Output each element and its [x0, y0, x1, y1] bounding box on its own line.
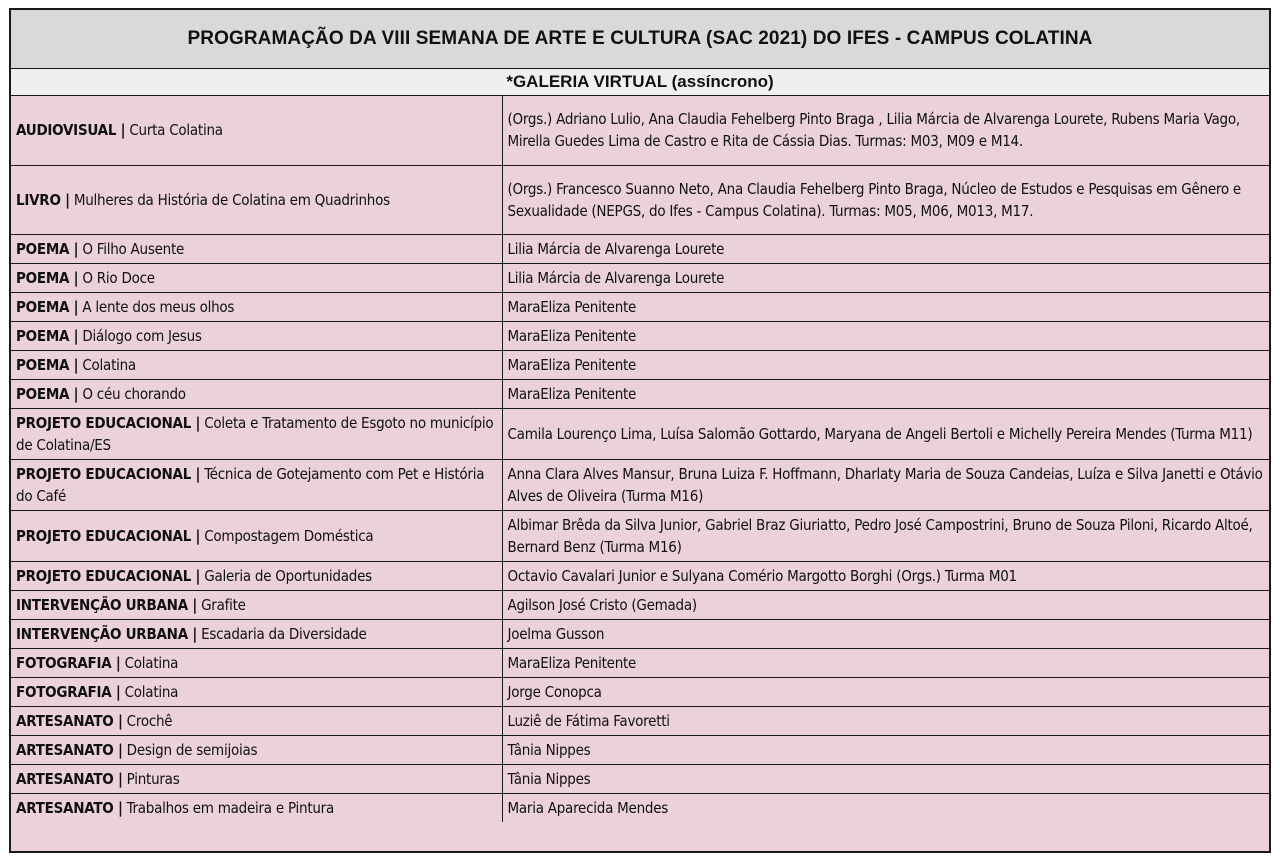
activity-cell — [11, 510, 502, 561]
table-row — [11, 379, 1269, 408]
activity-title: A lente dos meus olhos — [78, 297, 235, 316]
activity-title: Escadaria da Diversidade — [197, 624, 367, 643]
activity-category: PROJETO EDUCACIONAL | — [16, 566, 201, 585]
authors-cell: Anna Clara Alves Mansur, Bruna Luiza F. Hoffmann, Dharlaty Maria de Souza Candeias, Luíza e Silva Janetti e Otávio Alves de Oliveira (Turma M16) — [502, 459, 1269, 510]
activity-title: Grafite — [197, 595, 246, 614]
authors-cell: Joelma Gusson — [502, 619, 1269, 648]
table-row — [11, 561, 1269, 590]
activity-category: ARTESANATO | — [16, 740, 123, 759]
table-row — [11, 321, 1269, 350]
authors-cell: Tânia Nippes — [502, 735, 1269, 764]
table-row — [11, 459, 1269, 510]
authors-cell: Octavio Cavalari Junior e Sulyana Comério Margotto Borghi (Orgs.) Turma M01 — [502, 561, 1269, 590]
table-row — [11, 234, 1269, 263]
activity-category: POEMA | — [16, 384, 79, 403]
activity-cell — [11, 459, 502, 510]
activity-cell — [11, 234, 502, 263]
activity-cell — [11, 590, 502, 619]
activity-title: Técnica de Gotejamento com Pet e História do Café — [16, 464, 485, 505]
activity-title: Design de semijoias — [122, 740, 258, 759]
activity-cell — [11, 96, 502, 165]
activity-title: Compostagem Doméstica — [200, 526, 374, 545]
activity-category: PROJETO EDUCACIONAL | — [16, 413, 201, 432]
activity-title: O céu chorando — [78, 384, 186, 403]
activity-title: Curta Colatina — [125, 121, 223, 140]
table-row — [11, 292, 1269, 321]
activity-title: Trabalhos em madeira e Pintura — [122, 798, 334, 817]
activity-title: Mulheres da História de Colatina em Quadrinhos — [69, 190, 390, 209]
page-title: PROGRAMAÇÃO DA VIII SEMANA DE ARTE E CULTURA (SAC 2021) DO IFES - CAMPUS COLATINA — [11, 10, 1269, 69]
activity-cell — [11, 561, 502, 590]
table-row — [11, 735, 1269, 764]
table-row — [11, 96, 1269, 165]
activity-category: PROJETO EDUCACIONAL | — [16, 526, 201, 545]
authors-cell: Maria Aparecida Mendes — [502, 793, 1269, 822]
activity-category: POEMA | — [16, 239, 79, 258]
activity-cell — [11, 321, 502, 350]
activity-category: POEMA | — [16, 297, 79, 316]
activity-category: FOTOGRAFIA | — [16, 682, 121, 701]
table-row — [11, 263, 1269, 292]
authors-cell: Lilia Márcia de Alvarenga Lourete — [502, 263, 1269, 292]
table-row — [11, 764, 1269, 793]
activity-cell — [11, 735, 502, 764]
activity-cell — [11, 764, 502, 793]
schedule-table — [9, 8, 1271, 853]
authors-cell: Camila Lourenço Lima, Luísa Salomão Gottardo, Maryana de Angeli Bertoli e Michelly Pereira Mendes (Turma M11) — [502, 408, 1269, 459]
activity-cell — [11, 292, 502, 321]
table-row — [11, 510, 1269, 561]
table-row — [11, 408, 1269, 459]
activity-category: INTERVENÇÃO URBANA | — [16, 624, 198, 643]
authors-cell: MaraEliza Penitente — [502, 648, 1269, 677]
schedule-rows — [11, 96, 1269, 822]
activity-category: POEMA | — [16, 326, 79, 345]
activity-cell — [11, 408, 502, 459]
activity-title: Colatina — [120, 653, 179, 672]
activity-cell — [11, 706, 502, 735]
table-row — [11, 648, 1269, 677]
table-row — [11, 590, 1269, 619]
authors-cell: Albimar Brêda da Silva Junior, Gabriel Braz Giuriatto, Pedro José Campostrini, Bruno de Souza Piloni, Ricardo Altoé, Bernard Benz (Turma M16) — [502, 510, 1269, 561]
table-row — [11, 165, 1269, 234]
activity-category: ARTESANATO | — [16, 711, 123, 730]
authors-cell: Agilson José Cristo (Gemada) — [502, 590, 1269, 619]
activity-cell — [11, 793, 502, 822]
activity-cell — [11, 677, 502, 706]
authors-cell: MaraEliza Penitente — [502, 321, 1269, 350]
activity-category: POEMA | — [16, 268, 79, 287]
activity-cell — [11, 648, 502, 677]
activity-category: ARTESANATO | — [16, 798, 123, 817]
activity-title: O Filho Ausente — [78, 239, 185, 258]
table-row — [11, 793, 1269, 822]
activity-title: O Rio Doce — [78, 268, 155, 287]
activity-category: ARTESANATO | — [16, 769, 123, 788]
authors-cell: MaraEliza Penitente — [502, 379, 1269, 408]
authors-cell: MaraEliza Penitente — [502, 350, 1269, 379]
activity-category: INTERVENÇÃO URBANA | — [16, 595, 198, 614]
activity-cell — [11, 379, 502, 408]
authors-cell: (Orgs.) Adriano Lulio, Ana Claudia Fehelberg Pinto Braga , Lilia Márcia de Alvarenga Lourete, Rubens Maria Vago, Mirella Guedes Lima de Castro e Rita de Cássia Dias. Turmas: M03, M09 e M14. — [502, 96, 1269, 165]
activity-category: AUDIOVISUAL | — [16, 121, 126, 140]
activity-title: Crochê — [122, 711, 173, 730]
activity-category: POEMA | — [16, 355, 79, 374]
table-row — [11, 350, 1269, 379]
section-subtitle: *GALERIA VIRTUAL (assíncrono) — [11, 69, 1269, 96]
authors-cell: MaraEliza Penitente — [502, 292, 1269, 321]
activity-title: Pinturas — [122, 769, 180, 788]
authors-cell: (Orgs.) Francesco Suanno Neto, Ana Claudia Fehelberg Pinto Braga, Núcleo de Estudos e Pesquisas em Gênero e Sexualidade (NEPGS, do Ifes - Campus Colatina). Turmas: M05, M06, M013, M17. — [502, 165, 1269, 234]
activity-category: LIVRO | — [16, 190, 70, 209]
activity-category: FOTOGRAFIA | — [16, 653, 121, 672]
activity-cell — [11, 165, 502, 234]
authors-cell: Lilia Márcia de Alvarenga Lourete — [502, 234, 1269, 263]
table-row — [11, 706, 1269, 735]
activity-title: Galeria de Oportunidades — [200, 566, 372, 585]
activity-title: Colatina — [78, 355, 136, 374]
activity-category: PROJETO EDUCACIONAL | — [16, 464, 201, 483]
table-row — [11, 677, 1269, 706]
activity-title: Colatina — [120, 682, 179, 701]
activity-cell — [11, 619, 502, 648]
authors-cell: Tânia Nippes — [502, 764, 1269, 793]
activity-cell — [11, 263, 502, 292]
activity-title: Coleta e Tratamento de Esgoto no município de Colatina/ES — [16, 413, 494, 454]
table-row — [11, 619, 1269, 648]
activity-cell — [11, 350, 502, 379]
activity-title: Diálogo com Jesus — [78, 326, 202, 345]
authors-cell: Luziê de Fátima Favoretti — [502, 706, 1269, 735]
authors-cell: Jorge Conopca — [502, 677, 1269, 706]
schedule-grid — [11, 96, 1269, 822]
